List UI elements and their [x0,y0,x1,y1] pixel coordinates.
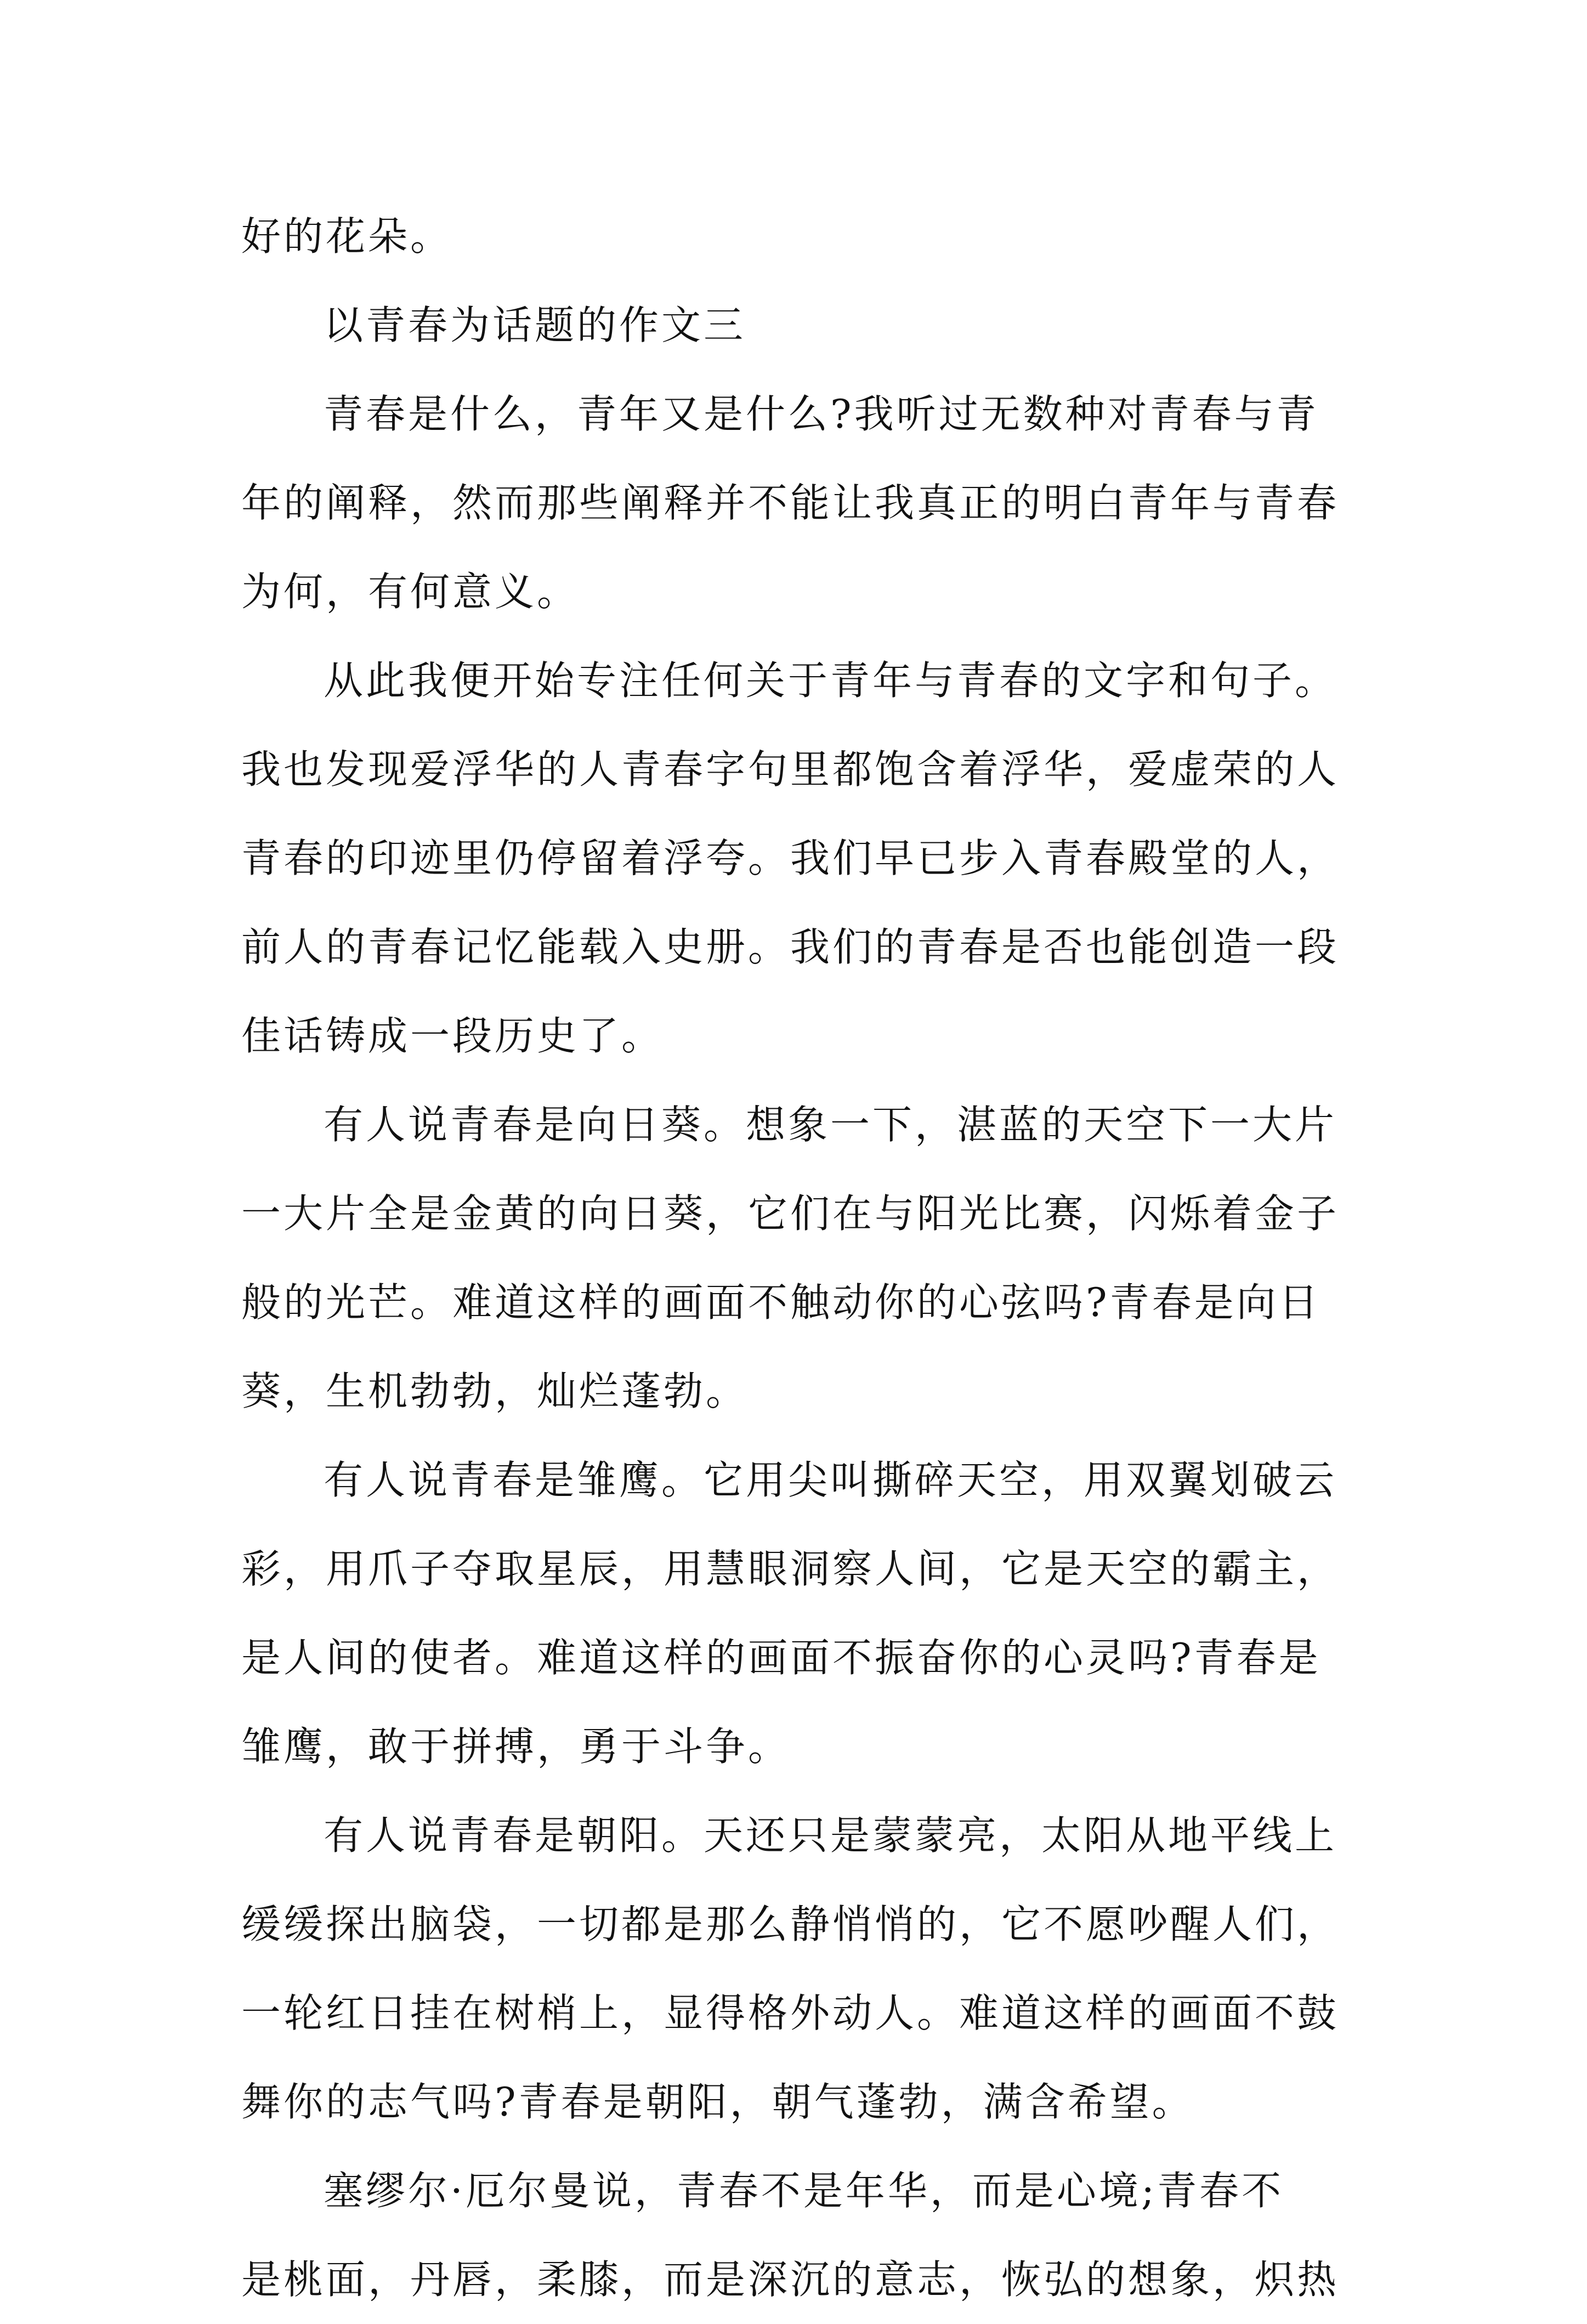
text-line: 般的光芒。难道这样的画面不触动你的心弦吗?青春是向日 [241,1279,1321,1325]
text-line: 有人说青春是向日葵。想象一下，湛蓝的天空下一大片 [324,1102,1337,1148]
text-line: 一大片全是金黄的向日葵，它们在与阳光比赛，闪烁着金子 [241,1191,1340,1237]
text-line: 好的花朵。 [241,213,453,259]
text-line: 雏鹰，敢于拼搏，勇于斗争。 [241,1724,791,1770]
text-line: 我也发现爱浮华的人青春字句里都饱含着浮华，爱虚荣的人 [241,746,1340,792]
text-line: 青春是什么，青年又是什么?我听过无数种对青春与青 [324,391,1319,437]
text-line: 有人说青春是雏鹰。它用尖叫撕碎天空，用双翼划破云 [324,1457,1337,1503]
text-line: 彩，用爪子夺取星辰，用慧眼洞察人间，它是天空的霸主， [241,1546,1340,1592]
text-line: 是桃面，丹唇，柔膝，而是深沉的意志，恢弘的想象，炽热 [241,2257,1340,2303]
text-line: 有人说青春是朝阳。天还只是蒙蒙亮，太阳从地平线上 [324,1812,1337,1858]
text-line: 佳话铸成一段历史了。 [241,1013,664,1059]
text-line: 前人的青春记忆能载入史册。我们的青春是否也能创造一段 [241,924,1340,970]
document-body [241,192,1354,2324]
text-line: 是人间的使者。难道这样的画面不振奋你的心灵吗?青春是 [241,1635,1321,1681]
text-line: 葵，生机勃勃，灿烂蓬勃。 [241,1368,749,1414]
text-line: 青春的印迹里仍停留着浮夸。我们早已步入青春殿堂的人， [241,835,1340,881]
text-line: 年的阐释，然而那些阐释并不能让我真正的明白青年与青春 [241,480,1340,526]
text-line: 从此我便开始专注任何关于青年与青春的文字和句子。 [324,657,1337,704]
text-line: 一轮红日挂在树梢上，显得格外动人。难道这样的画面不鼓 [241,1990,1340,2036]
text-line: 为何，有何意义。 [241,569,580,615]
section-heading: 以青春为话题的作文三 [324,302,746,348]
text-line: 塞缪尔·厄尔曼说，青春不是年华，而是心境;青春不 [324,2168,1284,2214]
text-line: 舞你的志气吗?青春是朝阳，朝气蓬勃，满含希望。 [241,2079,1194,2125]
text-line: 缓缓探出脑袋，一切都是那么静悄悄的，它不愿吵醒人们， [241,1901,1340,1947]
